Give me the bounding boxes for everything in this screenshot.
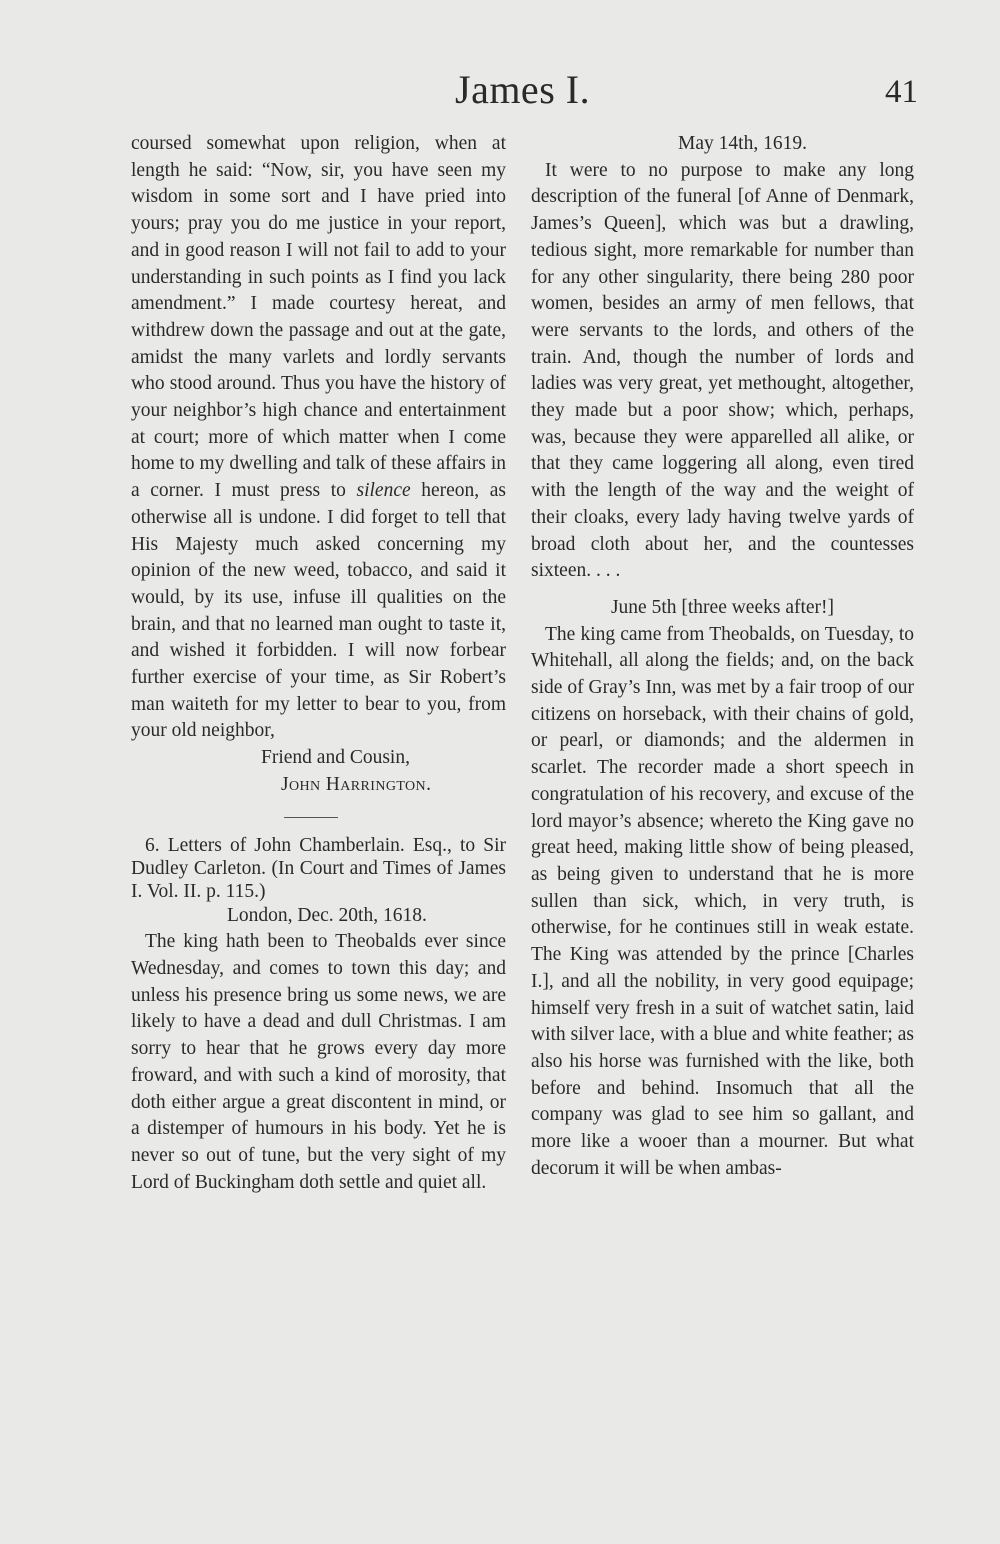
source-note: 6. Letters of John Chamberlain. Esq., to Sir Dudley Carleton. (In Court and Times of James I. Vol. II. p. 115.) [131,834,506,902]
paragraph-gap [531,585,914,595]
dateline-june: June 5th [three weeks after!] [610,596,835,618]
letter2-body: The king hath been to Theobalds ever since Wednesday, and comes to town this day; and unless his presence bring us some news, we are likely to have a dead and dull Christmas. I am sorry to hear that he grows every day more froward, and with such a kind of morosity, that doth either argue a great discontent in mind, or a distemper of humours in his body. Yet he is never so out of tune, but the very sight of my Lord of Buckingham doth settle and quiet all. [131,931,506,1193]
page-number: 41 [885,74,918,110]
letter-body-text: coursed somewhat upon religion, when at length he said: “Now, sir, you have seen my wisdom in some sort and I have pried into yours; pray you do me justice in your report, and in good reason I will not fail to add to your understanding in such points as I find you lack amendment.” I made courtesy hereat, and withdrew down the passage and out at the gate, amidst the many varlets and lordly servants who stood around. Thus you have the history of your neighbor’s high chance and entertainment at court; more of which matter when I come home to my dwelling and talk of these affairs in a corner. I must press to [131,133,506,502]
letter-body [131,131,506,745]
emphasized-word: silence [356,480,411,502]
page-header [0,66,1000,116]
paragraph-funeral: It were to no purpose to make any long description of the funeral [of Anne of Denmark, James’s Queen], which was but a drawling, tedious sight, more remarkable for number than for any other singularity, there being 280 poor women, besides an army of men fellows, that were servants to the lords, and others of the train. And, though the number of lords and ladies was very great, yet methought, altogether, they made but a poor show; which, perhaps, was, because they were apparelled all alike, or that they came loggering all along, even tired with the length of the way and the weight of their cloaks, every lady having twelve yards of broad cloth about her, and the countesses sixteen. . . . [531,159,914,582]
paragraph-king: The king came from Theobalds, on Tuesday, to Whitehall, all along the fields; and, on the back side of Gray’s Inn, was met by a fair troop of our citizens on horseback, with their chains of gold, or pearl, or diamonds; and the aldermen in scarlet. The recorder made a short speech in congratulation of his recovery, and excuse of the lord mayor’s absence; whereto the King gave no great heed, making little show of being pleased, as being given to understand that he is more sullen than sick, which, in very truth, is otherwise, for he continues still in weak estate. The King was attended by the prince [Charles I.], and all the nobility, in very good equipage; himself very fresh in a suit of watchet satin, laid with silver lace, with a blue and white feather; as also his horse was furnished with the like, both before and behind. Insomuch that all the company was glad to see him so gallant, and more like a wooer than a mourner. But what decorum it will be when ambas- [531,623,914,1179]
section-divider [284,817,338,818]
letter-body-continuation: hereon, as otherwise all is undone. I did forget to tell that His Majesty much asked concerning my opinion of the new weed, tobacco, and said it would, by its use, infuse ill qualities on the brain, and that no learned man ought to taste it, and wished it forbidden. I will now forbear further exercise of your time, as Sir Robert’s man waiteth for my letter to bear to you, from your old neighbor, [131,480,506,742]
dateline-may: May 14th, 1619. [678,133,807,154]
closing-line: Friend and Cousin, [261,747,410,769]
signature: John Harrington. [281,773,432,795]
dateline: London, Dec. 20th, 1618. [227,904,427,926]
right-column [531,131,914,1182]
running-title: James I. [455,67,591,112]
left-column [131,131,506,1196]
